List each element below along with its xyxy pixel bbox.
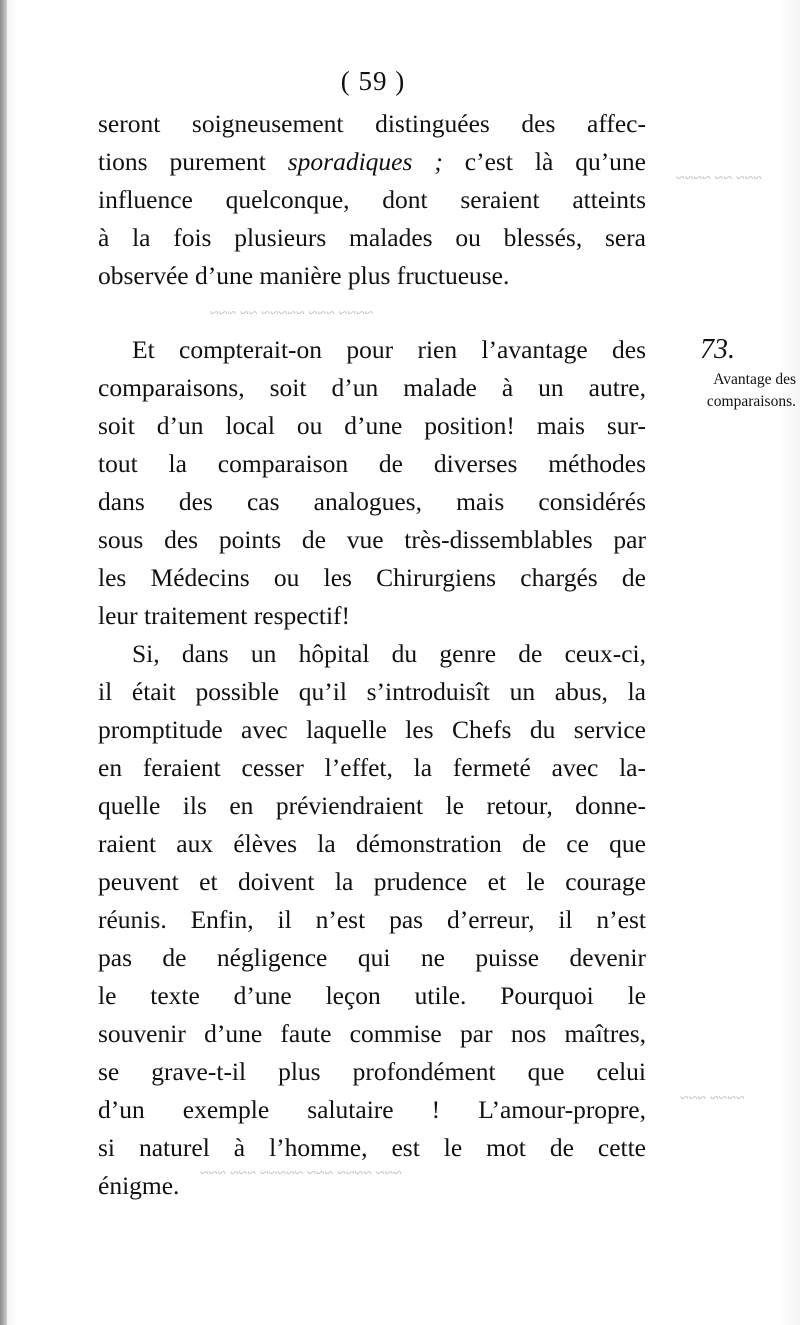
text-line: quelle ils en préviendraient le retour, donne- <box>98 791 646 820</box>
text-line: si naturel à l’homme, est le mot de cette <box>98 1133 646 1162</box>
text-line: promptitude avec laquelle les Chefs du service <box>98 715 646 744</box>
text-line: d’un exemple salutaire ! L’amour-propre, <box>98 1095 646 1124</box>
text-line: Et compterait-on pour rien l’avantage des <box>132 335 646 364</box>
text-line: pas de négligence qui ne puisse devenir <box>98 943 646 972</box>
page-number: ( 59 ) <box>340 66 406 96</box>
text-line: souvenir d’une faute commise par nos maîtres, <box>98 1019 646 1048</box>
italic-term: sporadiques ; <box>287 147 443 176</box>
text-line: réunis. Enfin, il n’est pas d’erreur, il n’est <box>98 905 646 934</box>
text-line <box>98 143 646 181</box>
text-line: Si, dans un hôpital du genre de ceux-ci, <box>132 639 646 668</box>
show-through-ink: ~~~ ~~ ~~~~ <box>676 170 762 187</box>
text-line: peuvent et doivent la prudence et le courage <box>98 867 646 896</box>
text-fragment: tions purement <box>98 147 288 176</box>
text-line: soit d’un local ou d’une position! mais sur- <box>98 411 646 440</box>
margin-section-number: 73. <box>700 334 735 365</box>
text-line: sous des points de vue très-dissemblables par <box>98 525 646 554</box>
text-line: leur traitement respectif! <box>98 601 351 630</box>
text-line: le texte d’une leçon utile. Pourquoi le <box>98 981 646 1010</box>
show-through-ink: ~~~ ~~~~ ~~~ ~~~~~ ~~~ ~~~ <box>200 1165 402 1182</box>
text-line: en feraient cesser l’effet, la fermeté avec la- <box>98 753 646 782</box>
margin-note-line: Avantage des <box>713 371 796 388</box>
text-line: observée d’une manière plus fructueuse. <box>98 261 510 290</box>
page-binding-edge <box>0 0 7 1325</box>
text-line: seront soigneusement distinguées des affec- <box>98 109 646 138</box>
show-through-ink: ~~~~ ~~~ ~~~~~ ~~ ~~~ <box>210 305 374 322</box>
text-fragment: c’est là qu’une <box>442 147 646 176</box>
text-line: il était possible qu’il s’introduisît un abus, la <box>98 677 646 706</box>
text-line: énigme. <box>98 1171 180 1200</box>
text-line: comparaisons, soit d’un malade à un autre, <box>98 373 646 402</box>
text-line: les Médecins ou les Chirurgiens chargés de <box>98 563 646 592</box>
text-line: à la fois plusieurs malades ou blessés, sera <box>98 223 646 252</box>
margin-note-line: comparaisons. <box>706 393 796 410</box>
text-line: raient aux élèves la démonstration de ce que <box>98 829 646 858</box>
text-line: se grave-t-il plus profondément que celui <box>98 1057 646 1086</box>
show-through-ink: ~~~~ ~~~ <box>680 1090 745 1107</box>
text-line: tout la comparaison de diverses méthodes <box>98 449 646 478</box>
text-line: dans des cas analogues, mais considérés <box>98 487 646 516</box>
text-line: influence quelconque, dont seraient atteints <box>98 185 646 214</box>
